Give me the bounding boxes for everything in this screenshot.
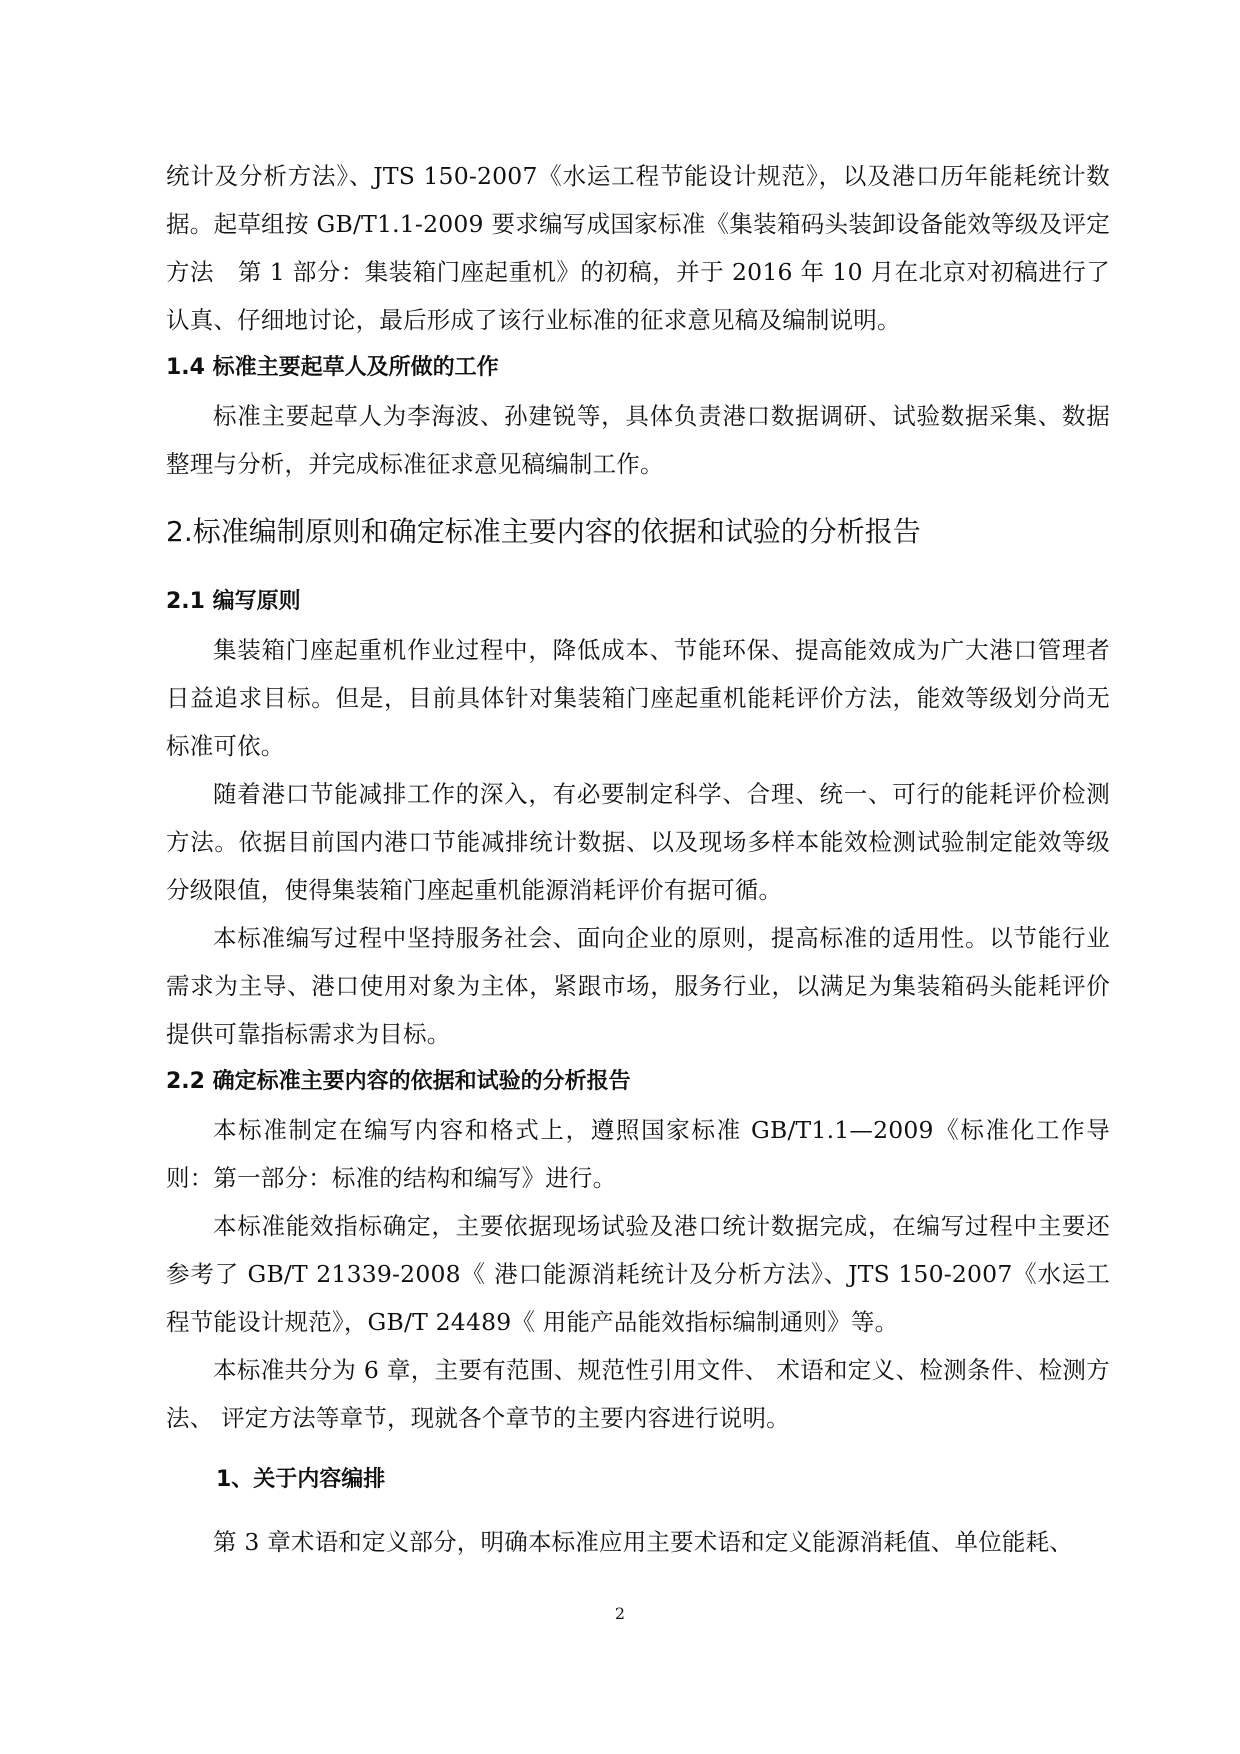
page-number: 2: [614, 1604, 626, 1623]
paragraph-principle-2: 随着港口节能减排工作的深入，有必要制定科学、合理、统一、可行的能耗评价检测方法。依据目前国内港口节能减排统计数据、以及现场多样本能效检测试验制定能效等级分级限值，使得集装箱门座起重机能源消耗评价有据可循。: [166, 780, 1110, 904]
paragraph-drafters: 标准主要起草人为李海波、孙建锐等，具体负责港口数据调研、试验数据采集、数据整理与分析，并完成标准征求意见稿编制工作。: [166, 402, 1110, 478]
paragraph-continuation: 统计及分析方法》、JTS 150-2007《水运工程节能设计规范》，以及港口历年能耗统计数据。起草组按 GB/T1.1-2009 要求编写成国家标准《集装箱码头装卸设备能效等级及评定方法 第 1 部分：集装箱门座起重机》的初稿，并于 2016 年 10 月在北京对初稿进行了认真、仔细地讨论，最后形成了该行业标准的征求意见稿及编制说明。: [166, 162, 1110, 334]
paragraph-principle-3: 本标准编写过程中坚持服务社会、面向企业的原则，提高标准的适用性。以节能行业需求为主导、港口使用对象为主体，紧跟市场，服务行业，以满足为集装箱码头能耗评价提供可靠指标需求为目标。: [166, 924, 1110, 1048]
section-heading-2-2: 2.2 确定标准主要内容的依据和试验的分析报告: [166, 1069, 631, 1094]
document-body: [166, 152, 1110, 1566]
paragraph-chapter-3: 第 3 章术语和定义部分，明确本标准应用主要术语和定义能源消耗值、单位能耗、: [213, 1528, 1073, 1556]
section-heading-1-4: 1.4 标准主要起草人及所做的工作: [166, 355, 499, 380]
section-heading-2-1: 2.1 编写原则: [166, 589, 301, 614]
chapter-heading-2: 2.标准编制原则和确定标准主要内容的依据和试验的分析报告: [166, 515, 921, 548]
paragraph-principle-1: 集装箱门座起重机作业过程中，降低成本、节能环保、提高能效成为广大港口管理者日益追求目标。但是，目前具体针对集装箱门座起重机能耗评价方法，能效等级划分尚无标准可依。: [166, 636, 1110, 760]
paragraph-basis-3: 本标准共分为 6 章，主要有范围、规范性引用文件、 术语和定义、检测条件、检测方法、 评定方法等章节，现就各个章节的主要内容进行说明。: [166, 1356, 1110, 1432]
paragraph-basis-1: 本标准制定在编写内容和格式上，遵照国家标准 GB/T1.1—2009《标准化工作导则：第一部分：标准的结构和编写》进行。: [166, 1116, 1110, 1192]
subheading-content-arrangement: 1、关于内容编排: [216, 1467, 386, 1492]
paragraph-basis-2: 本标准能效指标确定，主要依据现场试验及港口统计数据完成，在编写过程中主要还参考了 GB/T 21339-2008《 港口能源消耗统计及分析方法》、JTS 150-2007《水运工程节能设计规范》，GB/T 24489《 用能产品能效指标编制通则》等。: [166, 1212, 1110, 1336]
